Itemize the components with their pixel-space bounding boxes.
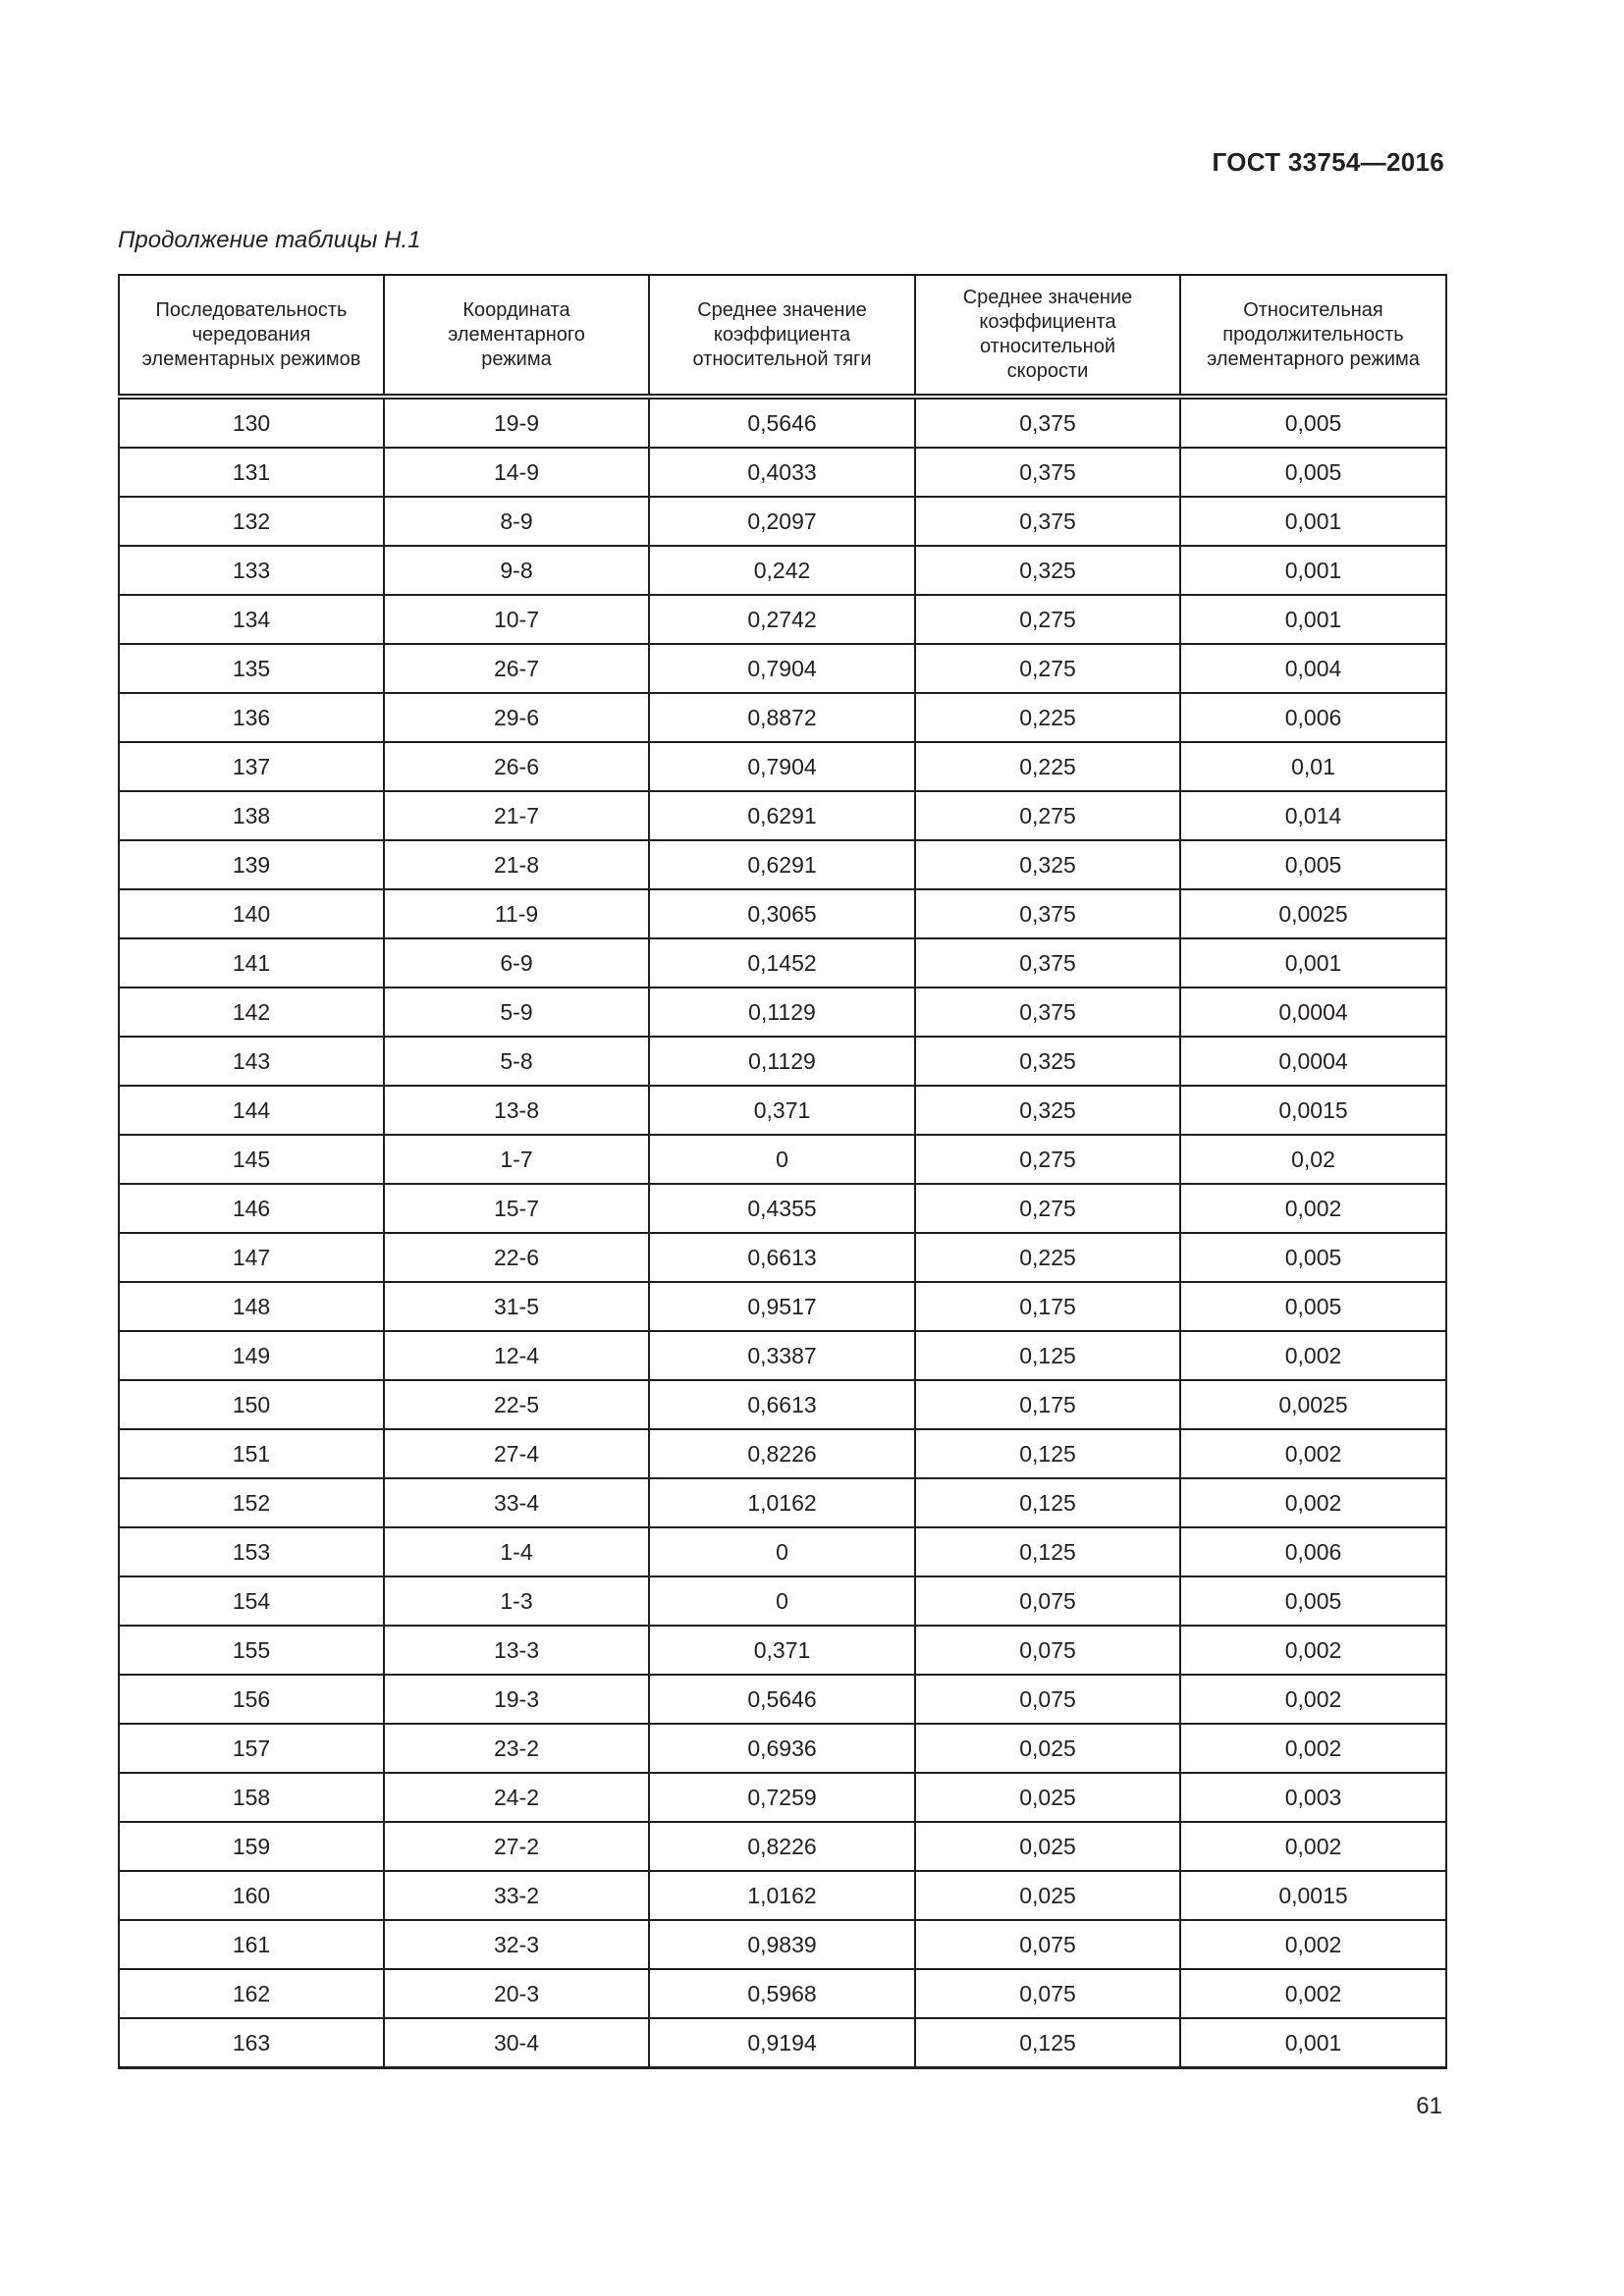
table-cell: 0,075 (915, 1576, 1180, 1626)
table-cell: 139 (119, 840, 384, 889)
table-cell: 0,025 (915, 1724, 1180, 1773)
table-cell: 0,125 (915, 1429, 1180, 1478)
table-cell: 27-4 (384, 1429, 649, 1478)
table-cell: 0,0004 (1180, 988, 1446, 1037)
table-cell: 0,001 (1180, 938, 1446, 988)
table-row (119, 1527, 1446, 1576)
table-row (119, 1037, 1446, 1086)
table-cell: 0,001 (1180, 497, 1446, 546)
table-cell: 158 (119, 1773, 384, 1822)
table-cell: 0,005 (1180, 1233, 1446, 1282)
table-cell: 0,014 (1180, 791, 1446, 840)
table-cell: 136 (119, 693, 384, 742)
table-cell: 0,6936 (649, 1724, 915, 1773)
table-row (119, 1773, 1446, 1822)
table-cell: 0,002 (1180, 1331, 1446, 1380)
table-cell: 0,6613 (649, 1233, 915, 1282)
column-header: Последовательность чередования элементарных режимов (119, 275, 384, 397)
table-header (119, 275, 1446, 397)
table-cell: 24-2 (384, 1773, 649, 1822)
table-cell: 8-9 (384, 497, 649, 546)
table-cell: 6-9 (384, 938, 649, 988)
table-cell: 0,9517 (649, 1282, 915, 1331)
table-cell: 145 (119, 1135, 384, 1184)
table-cell: 161 (119, 1920, 384, 1969)
table-cell: 0,125 (915, 1478, 1180, 1527)
table-cell: 0,375 (915, 889, 1180, 938)
table-cell: 151 (119, 1429, 384, 1478)
table-cell: 0,002 (1180, 1822, 1446, 1871)
table-row (119, 595, 1446, 644)
table-cell: 160 (119, 1871, 384, 1920)
table-row (119, 1969, 1446, 2018)
table-cell: 0,001 (1180, 2018, 1446, 2068)
table-cell: 31-5 (384, 1282, 649, 1331)
table-cell: 0,325 (915, 840, 1180, 889)
table-cell: 30-4 (384, 2018, 649, 2068)
table-row (119, 791, 1446, 840)
table-cell: 21-7 (384, 791, 649, 840)
table-cell: 27-2 (384, 1822, 649, 1871)
column-header: Среднее значение коэффициента относительной скорости (915, 275, 1180, 397)
table-cell: 0,275 (915, 1184, 1180, 1233)
table-row (119, 988, 1446, 1037)
table-body (119, 397, 1446, 2068)
table-row (119, 693, 1446, 742)
table-cell: 0,003 (1180, 1773, 1446, 1822)
table-cell: 156 (119, 1675, 384, 1724)
table-cell: 0,2097 (649, 497, 915, 546)
table-cell: 0,005 (1180, 1282, 1446, 1331)
table-cell: 149 (119, 1331, 384, 1380)
table-cell: 0 (649, 1576, 915, 1626)
table-cell: 0,275 (915, 644, 1180, 693)
table-cell: 23-2 (384, 1724, 649, 1773)
table-cell: 0,0015 (1180, 1086, 1446, 1135)
table-cell: 0,6291 (649, 791, 915, 840)
table-row (119, 1380, 1446, 1429)
table-cell: 0,175 (915, 1282, 1180, 1331)
table-cell: 0,375 (915, 497, 1180, 546)
column-header: Относительная продолжительность элементарного режима (1180, 275, 1446, 397)
table-cell: 132 (119, 497, 384, 546)
table-cell: 0,002 (1180, 1920, 1446, 1969)
table-row (119, 1871, 1446, 1920)
table-row (119, 546, 1446, 595)
table-row (119, 1184, 1446, 1233)
table-cell: 22-5 (384, 1380, 649, 1429)
table-cell: 0,225 (915, 693, 1180, 742)
table-cell: 0,375 (915, 448, 1180, 497)
table-cell: 0,005 (1180, 840, 1446, 889)
table-row (119, 840, 1446, 889)
table-cell: 0,225 (915, 742, 1180, 791)
table-row (119, 1724, 1446, 1773)
table-cell: 133 (119, 546, 384, 595)
table-cell: 148 (119, 1282, 384, 1331)
table-cell: 0 (649, 1135, 915, 1184)
table-cell: 157 (119, 1724, 384, 1773)
table-cell: 19-3 (384, 1675, 649, 1724)
table-cell: 163 (119, 2018, 384, 2068)
table-cell: 0,275 (915, 791, 1180, 840)
table-cell: 5-9 (384, 988, 649, 1037)
table-cell: 0,375 (915, 397, 1180, 448)
table-cell: 13-3 (384, 1626, 649, 1675)
column-header: Координата элементарного режима (384, 275, 649, 397)
table-cell: 0,125 (915, 1527, 1180, 1576)
table-cell: 140 (119, 889, 384, 938)
table-cell: 0,0025 (1180, 889, 1446, 938)
header-row (119, 275, 1446, 397)
table-cell: 0,375 (915, 988, 1180, 1037)
table-cell: 0,3065 (649, 889, 915, 938)
table-row (119, 1626, 1446, 1675)
table-cell: 0,002 (1180, 1969, 1446, 2018)
table-cell: 131 (119, 448, 384, 497)
table-cell: 0,004 (1180, 644, 1446, 693)
table-row (119, 1135, 1446, 1184)
table-cell: 134 (119, 595, 384, 644)
table-cell: 0,325 (915, 1086, 1180, 1135)
table-row (119, 1920, 1446, 1969)
table-row (119, 448, 1446, 497)
table-cell: 155 (119, 1626, 384, 1675)
data-table (118, 274, 1447, 2069)
table-cell: 0,002 (1180, 1184, 1446, 1233)
table-row (119, 889, 1446, 938)
table-cell: 130 (119, 397, 384, 448)
table-cell: 15-7 (384, 1184, 649, 1233)
table-cell: 0,006 (1180, 1527, 1446, 1576)
table-cell: 12-4 (384, 1331, 649, 1380)
table-cell: 0,275 (915, 1135, 1180, 1184)
table-cell: 33-4 (384, 1478, 649, 1527)
table-cell: 0,175 (915, 1380, 1180, 1429)
column-header: Среднее значение коэффициента относительной тяги (649, 275, 915, 397)
table-cell: 0,02 (1180, 1135, 1446, 1184)
table-cell: 0,025 (915, 1773, 1180, 1822)
table-row (119, 1282, 1446, 1331)
table-cell: 0,4033 (649, 448, 915, 497)
table-cell: 142 (119, 988, 384, 1037)
table-cell: 0,005 (1180, 448, 1446, 497)
table-cell: 0,075 (915, 1969, 1180, 2018)
document-code: ГОСТ 33754—2016 (1212, 147, 1444, 177)
table-cell: 5-8 (384, 1037, 649, 1086)
table-cell: 0,001 (1180, 546, 1446, 595)
table-cell: 0,025 (915, 1871, 1180, 1920)
table-cell: 0,3387 (649, 1331, 915, 1380)
table-row (119, 1429, 1446, 1478)
table-cell: 0,6291 (649, 840, 915, 889)
table-cell: 146 (119, 1184, 384, 1233)
table-cell: 0,242 (649, 546, 915, 595)
table-cell: 14-9 (384, 448, 649, 497)
table-cell: 0,371 (649, 1626, 915, 1675)
table-cell: 138 (119, 791, 384, 840)
table-row (119, 742, 1446, 791)
table-cell: 0,375 (915, 938, 1180, 988)
table-cell: 0,7904 (649, 644, 915, 693)
table-cell: 32-3 (384, 1920, 649, 1969)
table-row (119, 1086, 1446, 1135)
table-cell: 21-8 (384, 840, 649, 889)
table-cell: 0,225 (915, 1233, 1180, 1282)
table-row (119, 397, 1446, 448)
table-cell: 135 (119, 644, 384, 693)
table-row (119, 1233, 1446, 1282)
table-cell: 144 (119, 1086, 384, 1135)
table-cell: 0,002 (1180, 1724, 1446, 1773)
table-cell: 1,0162 (649, 1478, 915, 1527)
table-cell: 0,1129 (649, 1037, 915, 1086)
table-row (119, 1576, 1446, 1626)
table-cell: 0,075 (915, 1675, 1180, 1724)
table-cell: 22-6 (384, 1233, 649, 1282)
table-cell: 0 (649, 1527, 915, 1576)
table-cell: 0,002 (1180, 1626, 1446, 1675)
table-row (119, 2018, 1446, 2068)
table-cell: 0,0025 (1180, 1380, 1446, 1429)
table-cell: 0,7259 (649, 1773, 915, 1822)
table-cell: 33-2 (384, 1871, 649, 1920)
table-cell: 0,9839 (649, 1920, 915, 1969)
table-row (119, 1478, 1446, 1527)
table-cell: 29-6 (384, 693, 649, 742)
table-row (119, 1822, 1446, 1871)
table-cell: 0,7904 (649, 742, 915, 791)
table-cell: 0,005 (1180, 397, 1446, 448)
table-cell: 0,005 (1180, 1576, 1446, 1626)
table-cell: 19-9 (384, 397, 649, 448)
table-cell: 141 (119, 938, 384, 988)
table-cell: 1-3 (384, 1576, 649, 1626)
table-cell: 1-4 (384, 1527, 649, 1576)
page-number: 61 (1416, 2093, 1442, 2119)
table-row (119, 1331, 1446, 1380)
table-cell: 10-7 (384, 595, 649, 644)
table-row (119, 1675, 1446, 1724)
table-cell: 0,002 (1180, 1478, 1446, 1527)
table-cell: 0,8226 (649, 1822, 915, 1871)
table-cell: 0,075 (915, 1626, 1180, 1675)
table-row (119, 938, 1446, 988)
table-cell: 0,325 (915, 546, 1180, 595)
table-cell: 11-9 (384, 889, 649, 938)
table-caption: Продолжение таблицы Н.1 (118, 227, 421, 253)
table-cell: 154 (119, 1576, 384, 1626)
table-cell: 1,0162 (649, 1871, 915, 1920)
table-cell: 0,002 (1180, 1675, 1446, 1724)
table-row (119, 497, 1446, 546)
table-cell: 1-7 (384, 1135, 649, 1184)
table-cell: 0,002 (1180, 1429, 1446, 1478)
table-cell: 0,1452 (649, 938, 915, 988)
table-cell: 9-8 (384, 546, 649, 595)
table-cell: 0,075 (915, 1920, 1180, 1969)
table-cell: 147 (119, 1233, 384, 1282)
table-cell: 0,01 (1180, 742, 1446, 791)
table-cell: 0,001 (1180, 595, 1446, 644)
table-cell: 153 (119, 1527, 384, 1576)
table-cell: 137 (119, 742, 384, 791)
table-cell: 143 (119, 1037, 384, 1086)
table-cell: 0,325 (915, 1037, 1180, 1086)
table-cell: 0,0015 (1180, 1871, 1446, 1920)
table-row (119, 644, 1446, 693)
table-cell: 0,4355 (649, 1184, 915, 1233)
table-cell: 0,0004 (1180, 1037, 1446, 1086)
table-cell: 0,9194 (649, 2018, 915, 2068)
table-cell: 0,006 (1180, 693, 1446, 742)
table-cell: 0,5968 (649, 1969, 915, 2018)
table-cell: 13-8 (384, 1086, 649, 1135)
table-cell: 0,371 (649, 1086, 915, 1135)
table-cell: 0,125 (915, 2018, 1180, 2068)
table-cell: 0,1129 (649, 988, 915, 1037)
table-cell: 152 (119, 1478, 384, 1527)
table-cell: 150 (119, 1380, 384, 1429)
table-cell: 0,275 (915, 595, 1180, 644)
table-cell: 0,025 (915, 1822, 1180, 1871)
table-cell: 0,2742 (649, 595, 915, 644)
table-cell: 0,5646 (649, 1675, 915, 1724)
table-cell: 0,8872 (649, 693, 915, 742)
table-cell: 26-7 (384, 644, 649, 693)
table-cell: 0,125 (915, 1331, 1180, 1380)
table-cell: 26-6 (384, 742, 649, 791)
table-cell: 0,5646 (649, 397, 915, 448)
table-cell: 0,8226 (649, 1429, 915, 1478)
table-cell: 162 (119, 1969, 384, 2018)
table-cell: 0,6613 (649, 1380, 915, 1429)
table-cell: 20-3 (384, 1969, 649, 2018)
table-cell: 159 (119, 1822, 384, 1871)
